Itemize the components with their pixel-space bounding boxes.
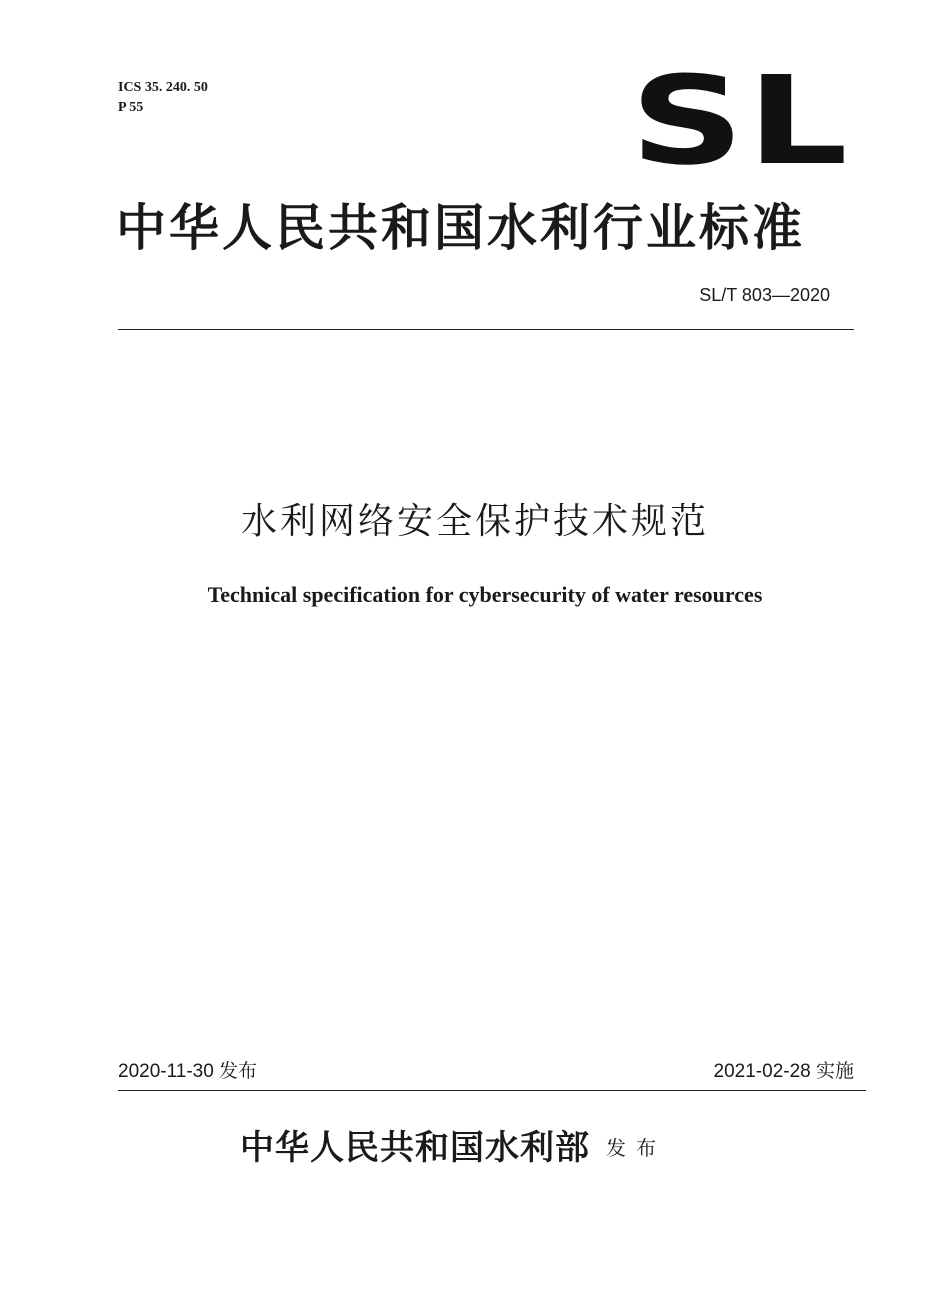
ics-code: ICS 35. 240. 50 <box>118 80 208 95</box>
bottom-divider <box>118 1090 866 1091</box>
sl-logo: SL <box>630 50 851 192</box>
industry-standard-title: 中华人民共和国水利行业标准 <box>116 198 805 257</box>
issue-date: 2020-11-30 发布 <box>118 1061 258 1082</box>
publisher-action: 发布 <box>606 1136 666 1160</box>
document-title-english: Technical specification for cybersecurity of water resources <box>207 582 763 607</box>
standard-code: SL/T 803—2020 <box>699 285 830 305</box>
top-divider <box>118 329 854 330</box>
document-title-chinese: 水利网络安全保护技术规范 <box>240 501 709 542</box>
classification-codes <box>118 78 208 118</box>
ccs-code: P 55 <box>118 100 144 115</box>
implementation-date: 2021-02-28 实施 <box>713 1061 854 1082</box>
publisher-name: 中华人民共和国水利部 <box>240 1128 590 1168</box>
publisher-line <box>240 1124 666 1172</box>
